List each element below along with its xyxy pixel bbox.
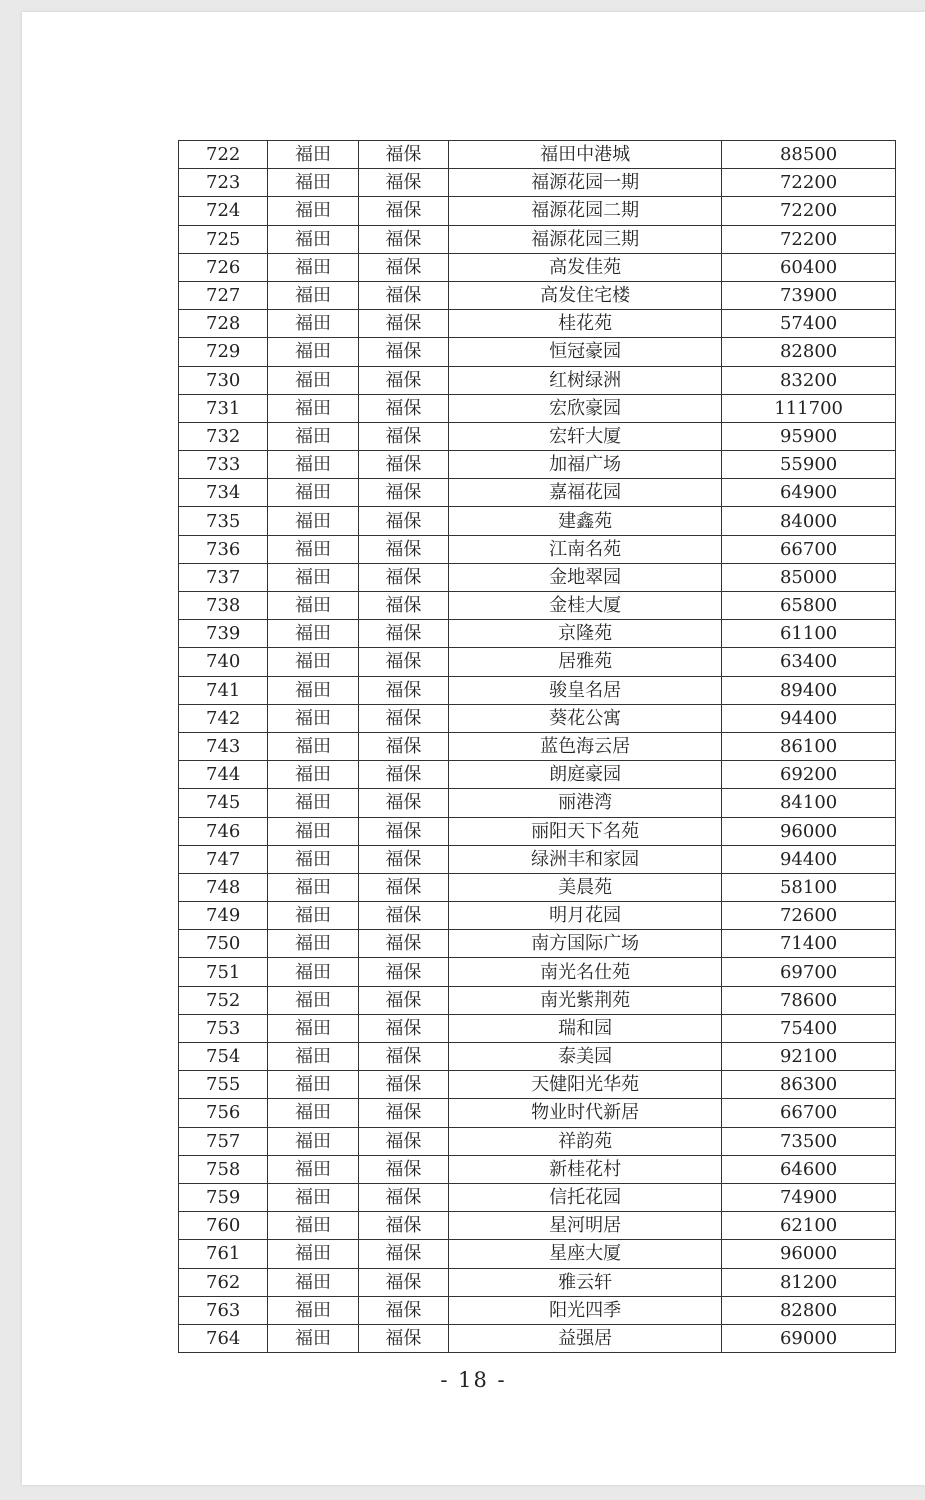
street-cell: 福保 bbox=[358, 676, 448, 704]
district-cell: 福田 bbox=[268, 817, 358, 845]
price-cell: 66700 bbox=[722, 1099, 896, 1127]
price-cell: 63400 bbox=[722, 648, 896, 676]
community-name-cell: 祥韵苑 bbox=[449, 1127, 722, 1155]
district-cell: 福田 bbox=[268, 169, 358, 197]
price-cell: 86300 bbox=[722, 1071, 896, 1099]
table-row bbox=[179, 958, 896, 986]
street-cell: 福保 bbox=[358, 1071, 448, 1099]
table-row bbox=[179, 620, 896, 648]
street-cell: 福保 bbox=[358, 1183, 448, 1211]
street-cell: 福保 bbox=[358, 281, 448, 309]
street-cell: 福保 bbox=[358, 761, 448, 789]
district-cell: 福田 bbox=[268, 986, 358, 1014]
community-name-cell: 明月花园 bbox=[449, 902, 722, 930]
street-cell: 福保 bbox=[358, 1099, 448, 1127]
row-number-cell: 725 bbox=[179, 225, 268, 253]
district-cell: 福田 bbox=[268, 507, 358, 535]
community-name-cell: 骏皇名居 bbox=[449, 676, 722, 704]
row-number-cell: 749 bbox=[179, 902, 268, 930]
community-name-cell: 嘉福花园 bbox=[449, 479, 722, 507]
price-cell: 61100 bbox=[722, 620, 896, 648]
row-number-cell: 741 bbox=[179, 676, 268, 704]
street-cell: 福保 bbox=[358, 479, 448, 507]
street-cell: 福保 bbox=[358, 1014, 448, 1042]
community-name-cell: 加福广场 bbox=[449, 451, 722, 479]
community-name-cell: 天健阳光华苑 bbox=[449, 1071, 722, 1099]
district-cell: 福田 bbox=[268, 958, 358, 986]
street-cell: 福保 bbox=[358, 1240, 448, 1268]
table-row bbox=[179, 310, 896, 338]
district-cell: 福田 bbox=[268, 422, 358, 450]
price-cell: 72200 bbox=[722, 197, 896, 225]
district-cell: 福田 bbox=[268, 1268, 358, 1296]
street-cell: 福保 bbox=[358, 1324, 448, 1352]
price-cell: 62100 bbox=[722, 1212, 896, 1240]
table-row bbox=[179, 197, 896, 225]
table-body bbox=[179, 141, 896, 1353]
street-cell: 福保 bbox=[358, 141, 448, 169]
community-name-cell: 江南名苑 bbox=[449, 535, 722, 563]
price-cell: 95900 bbox=[722, 422, 896, 450]
price-cell: 94400 bbox=[722, 845, 896, 873]
table-row bbox=[179, 1212, 896, 1240]
community-name-cell: 恒冠豪园 bbox=[449, 338, 722, 366]
community-name-cell: 阳光四季 bbox=[449, 1296, 722, 1324]
street-cell: 福保 bbox=[358, 1296, 448, 1324]
row-number-cell: 738 bbox=[179, 592, 268, 620]
price-cell: 96000 bbox=[722, 1240, 896, 1268]
row-number-cell: 743 bbox=[179, 732, 268, 760]
price-cell: 75400 bbox=[722, 1014, 896, 1042]
price-cell: 57400 bbox=[722, 310, 896, 338]
housing-price-table bbox=[178, 140, 896, 1353]
district-cell: 福田 bbox=[268, 648, 358, 676]
street-cell: 福保 bbox=[358, 902, 448, 930]
table-row bbox=[179, 1296, 896, 1324]
district-cell: 福田 bbox=[268, 197, 358, 225]
price-cell: 94400 bbox=[722, 704, 896, 732]
row-number-cell: 762 bbox=[179, 1268, 268, 1296]
street-cell: 福保 bbox=[358, 958, 448, 986]
community-name-cell: 星座大厦 bbox=[449, 1240, 722, 1268]
row-number-cell: 728 bbox=[179, 310, 268, 338]
street-cell: 福保 bbox=[358, 845, 448, 873]
row-number-cell: 748 bbox=[179, 873, 268, 901]
row-number-cell: 760 bbox=[179, 1212, 268, 1240]
price-cell: 81200 bbox=[722, 1268, 896, 1296]
district-cell: 福田 bbox=[268, 1296, 358, 1324]
district-cell: 福田 bbox=[268, 225, 358, 253]
district-cell: 福田 bbox=[268, 1212, 358, 1240]
district-cell: 福田 bbox=[268, 394, 358, 422]
price-cell: 84000 bbox=[722, 507, 896, 535]
community-name-cell: 丽港湾 bbox=[449, 789, 722, 817]
district-cell: 福田 bbox=[268, 902, 358, 930]
street-cell: 福保 bbox=[358, 817, 448, 845]
street-cell: 福保 bbox=[358, 366, 448, 394]
price-cell: 86100 bbox=[722, 732, 896, 760]
price-cell: 60400 bbox=[722, 253, 896, 281]
table-row bbox=[179, 507, 896, 535]
community-name-cell: 丽阳天下名苑 bbox=[449, 817, 722, 845]
table-row bbox=[179, 902, 896, 930]
district-cell: 福田 bbox=[268, 873, 358, 901]
street-cell: 福保 bbox=[358, 986, 448, 1014]
community-name-cell: 宏轩大厦 bbox=[449, 422, 722, 450]
row-number-cell: 742 bbox=[179, 704, 268, 732]
street-cell: 福保 bbox=[358, 592, 448, 620]
row-number-cell: 727 bbox=[179, 281, 268, 309]
district-cell: 福田 bbox=[268, 479, 358, 507]
community-name-cell: 物业时代新居 bbox=[449, 1099, 722, 1127]
district-cell: 福田 bbox=[268, 1183, 358, 1211]
row-number-cell: 724 bbox=[179, 197, 268, 225]
street-cell: 福保 bbox=[358, 1127, 448, 1155]
row-number-cell: 744 bbox=[179, 761, 268, 789]
street-cell: 福保 bbox=[358, 507, 448, 535]
price-cell: 65800 bbox=[722, 592, 896, 620]
community-name-cell: 朗庭豪园 bbox=[449, 761, 722, 789]
row-number-cell: 764 bbox=[179, 1324, 268, 1352]
district-cell: 福田 bbox=[268, 1071, 358, 1099]
street-cell: 福保 bbox=[358, 1212, 448, 1240]
price-cell: 84100 bbox=[722, 789, 896, 817]
table-row bbox=[179, 845, 896, 873]
street-cell: 福保 bbox=[358, 422, 448, 450]
price-cell: 82800 bbox=[722, 1296, 896, 1324]
price-cell: 82800 bbox=[722, 338, 896, 366]
street-cell: 福保 bbox=[358, 1268, 448, 1296]
row-number-cell: 761 bbox=[179, 1240, 268, 1268]
table-row bbox=[179, 1183, 896, 1211]
street-cell: 福保 bbox=[358, 704, 448, 732]
district-cell: 福田 bbox=[268, 1099, 358, 1127]
table-row bbox=[179, 930, 896, 958]
table-row bbox=[179, 1014, 896, 1042]
table-row bbox=[179, 169, 896, 197]
table-row bbox=[179, 338, 896, 366]
community-name-cell: 葵花公寓 bbox=[449, 704, 722, 732]
community-name-cell: 红树绿洲 bbox=[449, 366, 722, 394]
street-cell: 福保 bbox=[358, 253, 448, 281]
row-number-cell: 751 bbox=[179, 958, 268, 986]
table-row bbox=[179, 817, 896, 845]
street-cell: 福保 bbox=[358, 648, 448, 676]
table-row bbox=[179, 1240, 896, 1268]
row-number-cell: 740 bbox=[179, 648, 268, 676]
row-number-cell: 745 bbox=[179, 789, 268, 817]
table-row bbox=[179, 1324, 896, 1352]
community-name-cell: 新桂花村 bbox=[449, 1155, 722, 1183]
row-number-cell: 746 bbox=[179, 817, 268, 845]
price-cell: 72600 bbox=[722, 902, 896, 930]
table-row bbox=[179, 253, 896, 281]
price-cell: 58100 bbox=[722, 873, 896, 901]
community-name-cell: 美晨苑 bbox=[449, 873, 722, 901]
street-cell: 福保 bbox=[358, 732, 448, 760]
community-name-cell: 京隆苑 bbox=[449, 620, 722, 648]
row-number-cell: 722 bbox=[179, 141, 268, 169]
row-number-cell: 731 bbox=[179, 394, 268, 422]
row-number-cell: 739 bbox=[179, 620, 268, 648]
district-cell: 福田 bbox=[268, 704, 358, 732]
community-name-cell: 蓝色海云居 bbox=[449, 732, 722, 760]
page-number: - 18 - bbox=[440, 1368, 507, 1392]
row-number-cell: 729 bbox=[179, 338, 268, 366]
table-row bbox=[179, 1099, 896, 1127]
street-cell: 福保 bbox=[358, 873, 448, 901]
community-name-cell: 福源花园三期 bbox=[449, 225, 722, 253]
community-name-cell: 益强居 bbox=[449, 1324, 722, 1352]
price-cell: 111700 bbox=[722, 394, 896, 422]
district-cell: 福田 bbox=[268, 845, 358, 873]
row-number-cell: 734 bbox=[179, 479, 268, 507]
community-name-cell: 高发住宅楼 bbox=[449, 281, 722, 309]
table-row bbox=[179, 1071, 896, 1099]
row-number-cell: 754 bbox=[179, 1043, 268, 1071]
price-cell: 72200 bbox=[722, 225, 896, 253]
table-row bbox=[179, 479, 896, 507]
row-number-cell: 752 bbox=[179, 986, 268, 1014]
district-cell: 福田 bbox=[268, 1324, 358, 1352]
community-name-cell: 高发佳苑 bbox=[449, 253, 722, 281]
row-number-cell: 755 bbox=[179, 1071, 268, 1099]
street-cell: 福保 bbox=[358, 310, 448, 338]
row-number-cell: 763 bbox=[179, 1296, 268, 1324]
price-cell: 73500 bbox=[722, 1127, 896, 1155]
row-number-cell: 737 bbox=[179, 563, 268, 591]
community-name-cell: 福田中港城 bbox=[449, 141, 722, 169]
row-number-cell: 757 bbox=[179, 1127, 268, 1155]
table-row bbox=[179, 789, 896, 817]
price-cell: 89400 bbox=[722, 676, 896, 704]
community-name-cell: 建鑫苑 bbox=[449, 507, 722, 535]
district-cell: 福田 bbox=[268, 592, 358, 620]
table-row bbox=[179, 451, 896, 479]
price-cell: 64900 bbox=[722, 479, 896, 507]
table-row bbox=[179, 422, 896, 450]
district-cell: 福田 bbox=[268, 620, 358, 648]
row-number-cell: 726 bbox=[179, 253, 268, 281]
row-number-cell: 750 bbox=[179, 930, 268, 958]
price-cell: 74900 bbox=[722, 1183, 896, 1211]
district-cell: 福田 bbox=[268, 141, 358, 169]
row-number-cell: 736 bbox=[179, 535, 268, 563]
district-cell: 福田 bbox=[268, 789, 358, 817]
price-cell: 78600 bbox=[722, 986, 896, 1014]
table-row bbox=[179, 592, 896, 620]
street-cell: 福保 bbox=[358, 535, 448, 563]
table-row bbox=[179, 1268, 896, 1296]
table-row bbox=[179, 281, 896, 309]
street-cell: 福保 bbox=[358, 451, 448, 479]
street-cell: 福保 bbox=[358, 1155, 448, 1183]
community-name-cell: 南光名仕苑 bbox=[449, 958, 722, 986]
table-row bbox=[179, 141, 896, 169]
community-name-cell: 信托花园 bbox=[449, 1183, 722, 1211]
price-cell: 69700 bbox=[722, 958, 896, 986]
district-cell: 福田 bbox=[268, 535, 358, 563]
district-cell: 福田 bbox=[268, 310, 358, 338]
price-cell: 55900 bbox=[722, 451, 896, 479]
price-cell: 69000 bbox=[722, 1324, 896, 1352]
community-name-cell: 金地翠园 bbox=[449, 563, 722, 591]
street-cell: 福保 bbox=[358, 394, 448, 422]
table-row bbox=[179, 986, 896, 1014]
district-cell: 福田 bbox=[268, 1127, 358, 1155]
district-cell: 福田 bbox=[268, 930, 358, 958]
price-cell: 92100 bbox=[722, 1043, 896, 1071]
price-cell: 83200 bbox=[722, 366, 896, 394]
row-number-cell: 753 bbox=[179, 1014, 268, 1042]
price-cell: 71400 bbox=[722, 930, 896, 958]
community-name-cell: 福源花园一期 bbox=[449, 169, 722, 197]
table-row bbox=[179, 563, 896, 591]
district-cell: 福田 bbox=[268, 253, 358, 281]
table-row bbox=[179, 1043, 896, 1071]
table-row bbox=[179, 732, 896, 760]
row-number-cell: 730 bbox=[179, 366, 268, 394]
district-cell: 福田 bbox=[268, 1043, 358, 1071]
price-cell: 72200 bbox=[722, 169, 896, 197]
price-cell: 64600 bbox=[722, 1155, 896, 1183]
table-row bbox=[179, 648, 896, 676]
table-row bbox=[179, 761, 896, 789]
district-cell: 福田 bbox=[268, 1155, 358, 1183]
district-cell: 福田 bbox=[268, 563, 358, 591]
community-name-cell: 绿洲丰和家园 bbox=[449, 845, 722, 873]
price-cell: 96000 bbox=[722, 817, 896, 845]
street-cell: 福保 bbox=[358, 563, 448, 591]
row-number-cell: 756 bbox=[179, 1099, 268, 1127]
row-number-cell: 732 bbox=[179, 422, 268, 450]
table-row bbox=[179, 535, 896, 563]
row-number-cell: 733 bbox=[179, 451, 268, 479]
community-name-cell: 泰美园 bbox=[449, 1043, 722, 1071]
district-cell: 福田 bbox=[268, 281, 358, 309]
table-row bbox=[179, 1155, 896, 1183]
street-cell: 福保 bbox=[358, 789, 448, 817]
district-cell: 福田 bbox=[268, 732, 358, 760]
table-row bbox=[179, 873, 896, 901]
district-cell: 福田 bbox=[268, 761, 358, 789]
street-cell: 福保 bbox=[358, 338, 448, 366]
street-cell: 福保 bbox=[358, 197, 448, 225]
row-number-cell: 735 bbox=[179, 507, 268, 535]
row-number-cell: 723 bbox=[179, 169, 268, 197]
community-name-cell: 居雅苑 bbox=[449, 648, 722, 676]
row-number-cell: 747 bbox=[179, 845, 268, 873]
table-row bbox=[179, 366, 896, 394]
table-row bbox=[179, 225, 896, 253]
table-row bbox=[179, 394, 896, 422]
street-cell: 福保 bbox=[358, 620, 448, 648]
community-name-cell: 福源花园二期 bbox=[449, 197, 722, 225]
table-row bbox=[179, 704, 896, 732]
row-number-cell: 758 bbox=[179, 1155, 268, 1183]
district-cell: 福田 bbox=[268, 1014, 358, 1042]
community-name-cell: 星河明居 bbox=[449, 1212, 722, 1240]
street-cell: 福保 bbox=[358, 169, 448, 197]
community-name-cell: 金桂大厦 bbox=[449, 592, 722, 620]
district-cell: 福田 bbox=[268, 676, 358, 704]
district-cell: 福田 bbox=[268, 1240, 358, 1268]
community-name-cell: 瑞和园 bbox=[449, 1014, 722, 1042]
community-name-cell: 宏欣豪园 bbox=[449, 394, 722, 422]
street-cell: 福保 bbox=[358, 225, 448, 253]
street-cell: 福保 bbox=[358, 1043, 448, 1071]
table-row bbox=[179, 1127, 896, 1155]
community-name-cell: 南方国际广场 bbox=[449, 930, 722, 958]
street-cell: 福保 bbox=[358, 930, 448, 958]
community-name-cell: 南光紫荆苑 bbox=[449, 986, 722, 1014]
district-cell: 福田 bbox=[268, 366, 358, 394]
document-page bbox=[22, 12, 925, 1485]
row-number-cell: 759 bbox=[179, 1183, 268, 1211]
price-cell: 85000 bbox=[722, 563, 896, 591]
price-cell: 88500 bbox=[722, 141, 896, 169]
price-cell: 73900 bbox=[722, 281, 896, 309]
price-cell: 66700 bbox=[722, 535, 896, 563]
table-row bbox=[179, 676, 896, 704]
price-cell: 69200 bbox=[722, 761, 896, 789]
district-cell: 福田 bbox=[268, 451, 358, 479]
community-name-cell: 雅云轩 bbox=[449, 1268, 722, 1296]
district-cell: 福田 bbox=[268, 338, 358, 366]
community-name-cell: 桂花苑 bbox=[449, 310, 722, 338]
